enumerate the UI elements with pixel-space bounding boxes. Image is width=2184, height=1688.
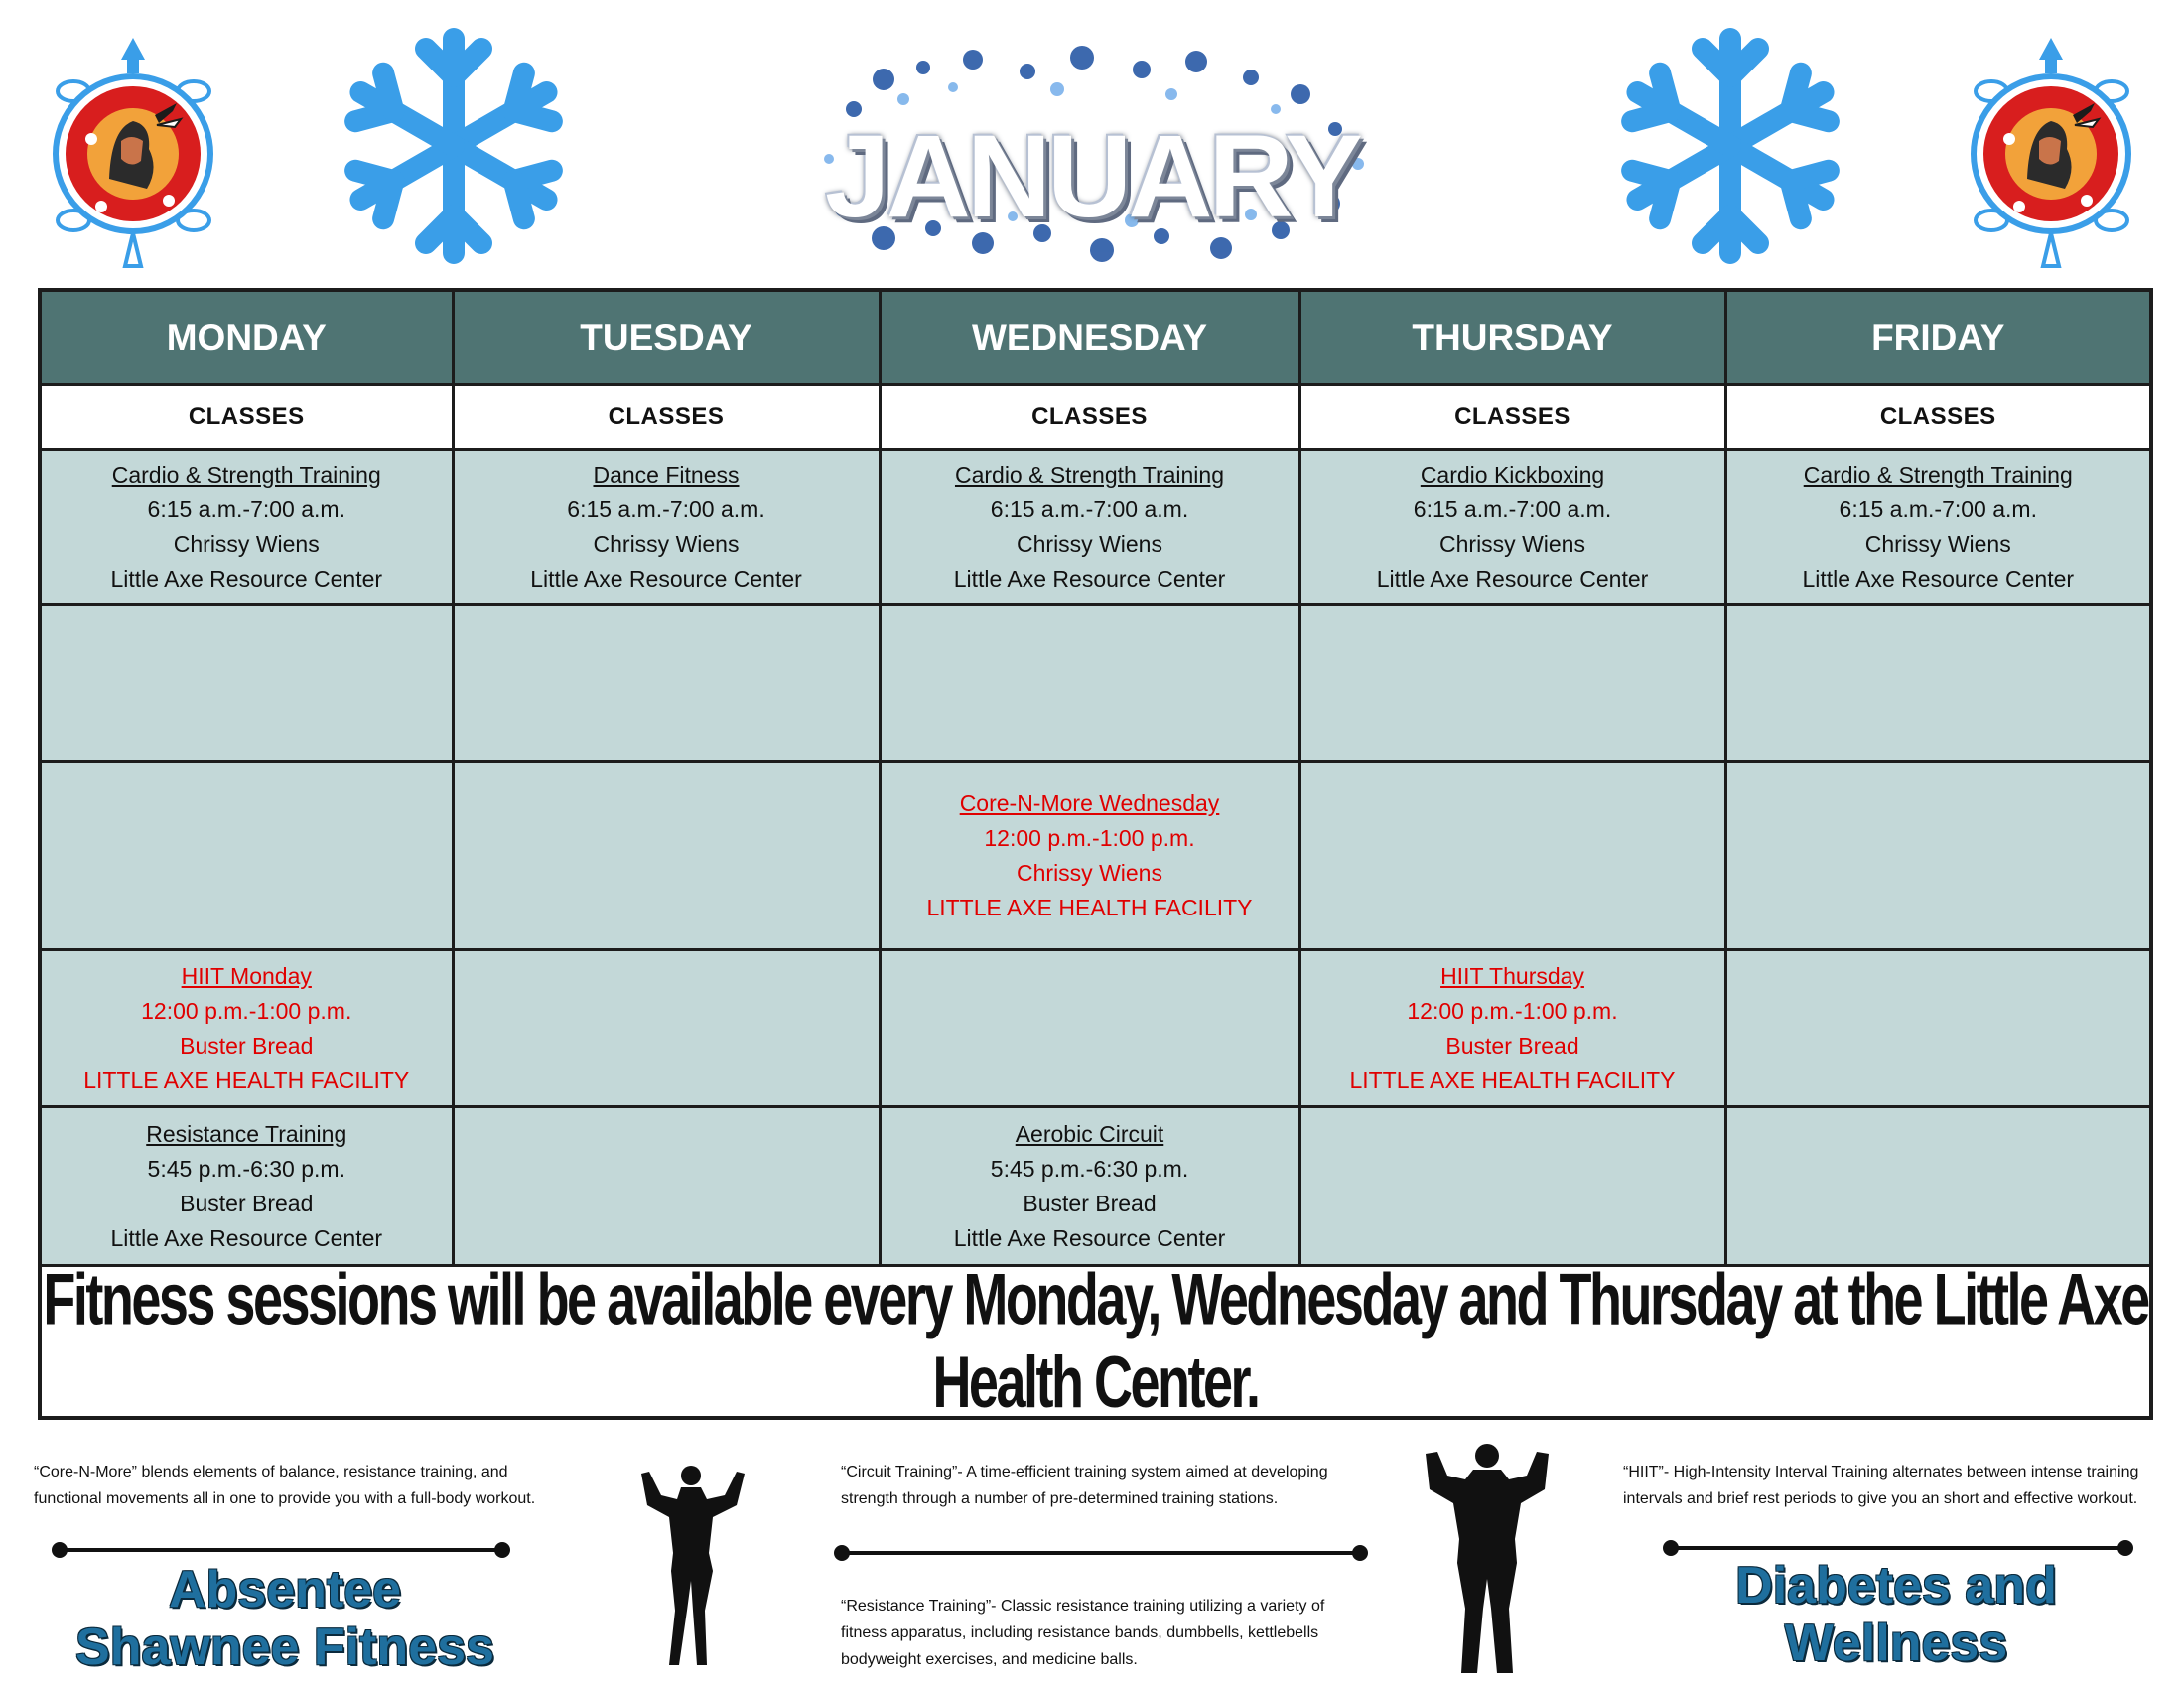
class-instructor: Buster Bread bbox=[1023, 1190, 1157, 1216]
empty-cell bbox=[1725, 605, 2151, 762]
brand-right-line1: Diabetes and bbox=[1735, 1557, 2057, 1615]
class-name: HIIT Monday bbox=[181, 962, 312, 989]
class-name: Core-N-More Wednesday bbox=[959, 789, 1220, 816]
class-location: LITTLE AXE HEALTH FACILITY bbox=[926, 894, 1253, 920]
weekly-class-schedule bbox=[38, 288, 2153, 1424]
class-time: 5:45 p.m.-6:30 p.m. bbox=[990, 1155, 1189, 1182]
brand-left-line2: Shawnee Fitness bbox=[75, 1618, 494, 1676]
month-title: JANUARY bbox=[824, 111, 1360, 242]
class-time: 6:15 a.m.-7:00 a.m. bbox=[1839, 495, 2037, 522]
tribal-seal-logo-right bbox=[1970, 30, 2133, 273]
class-cell-wednesday-core-n-more bbox=[880, 762, 1299, 950]
class-name: Cardio Kickboxing bbox=[1420, 461, 1605, 488]
divider-rule-left bbox=[58, 1548, 504, 1552]
class-time: 6:15 a.m.-7:00 a.m. bbox=[990, 495, 1189, 522]
class-location: LITTLE AXE HEALTH FACILITY bbox=[1349, 1066, 1676, 1093]
class-cell-thursday-hiit bbox=[1299, 950, 1725, 1107]
class-name: Dance Fitness bbox=[593, 461, 740, 488]
class-instructor: Chrissy Wiens bbox=[1439, 530, 1585, 557]
class-time: 12:00 p.m.-1:00 p.m. bbox=[984, 824, 1195, 851]
class-location: Little Axe Resource Center bbox=[1802, 565, 2075, 592]
class-location: LITTLE AXE HEALTH FACILITY bbox=[83, 1066, 410, 1093]
schedule-row-evening bbox=[40, 1107, 2151, 1266]
class-cell-wednesday-morning bbox=[880, 450, 1299, 605]
availability-banner-text: Fitness sessions will be available every Monday, Wednesday and Thursday at the Little Axe Health Center. bbox=[43, 1259, 2148, 1424]
class-instructor: Buster Bread bbox=[180, 1190, 314, 1216]
class-name: Aerobic Circuit bbox=[1015, 1120, 1164, 1147]
class-location: Little Axe Resource Center bbox=[110, 1224, 383, 1251]
class-name: HIIT Thursday bbox=[1440, 962, 1584, 989]
class-name: Resistance Training bbox=[146, 1120, 347, 1147]
empty-cell bbox=[1299, 762, 1725, 950]
class-instructor: Chrissy Wiens bbox=[173, 530, 320, 557]
day-header-thursday: THURSDAY bbox=[1299, 290, 1725, 385]
empty-cell bbox=[1725, 1107, 2151, 1266]
class-name: Cardio & Strength Training bbox=[954, 461, 1225, 488]
classes-label-friday: CLASSES bbox=[1725, 385, 2151, 450]
class-cell-friday-morning bbox=[1725, 450, 2151, 605]
tribal-seal-logo-left bbox=[52, 30, 215, 273]
class-time: 12:00 p.m.-1:00 p.m. bbox=[141, 997, 352, 1024]
class-instructor: Chrissy Wiens bbox=[1864, 530, 2011, 557]
class-cell-monday-morning bbox=[40, 450, 453, 605]
class-cell-thursday-morning bbox=[1299, 450, 1725, 605]
class-instructor: Chrissy Wiens bbox=[1017, 530, 1162, 557]
day-header-tuesday: TUESDAY bbox=[453, 290, 880, 385]
schedule-row-midday-1 bbox=[40, 762, 2151, 950]
empty-cell bbox=[1299, 605, 1725, 762]
class-location: Little Axe Resource Center bbox=[110, 565, 383, 592]
empty-cell bbox=[453, 605, 880, 762]
availability-banner bbox=[40, 1259, 2151, 1424]
day-header-wednesday: WEDNESDAY bbox=[880, 290, 1299, 385]
schedule-row-morning bbox=[40, 450, 2151, 605]
schedule-row-empty bbox=[40, 605, 2151, 762]
brand-diabetes-and-wellness bbox=[1668, 1557, 2124, 1672]
class-name: Cardio & Strength Training bbox=[111, 461, 381, 488]
class-cell-tuesday-morning bbox=[453, 450, 880, 605]
class-location: Little Axe Resource Center bbox=[953, 565, 1226, 592]
empty-cell bbox=[880, 605, 1299, 762]
class-cell-wednesday-evening bbox=[880, 1107, 1299, 1266]
snowflake-icon-left bbox=[330, 22, 578, 270]
classes-label-thursday: CLASSES bbox=[1299, 385, 1725, 450]
female-bodybuilder-silhouette-icon bbox=[633, 1462, 752, 1675]
brand-left-line1: Absentee bbox=[168, 1561, 402, 1618]
core-n-more-description: “Core-N-More” blends elements of balance, resistance training, and functional movements all in one to provide you with a full-body workout. bbox=[34, 1464, 536, 1507]
day-header-friday: FRIDAY bbox=[1725, 290, 2151, 385]
brand-right-line2: Wellness bbox=[1784, 1615, 2008, 1672]
empty-cell bbox=[40, 762, 453, 950]
class-cell-monday-hiit bbox=[40, 950, 453, 1107]
banner-row bbox=[40, 1266, 2151, 1419]
class-name: Cardio & Strength Training bbox=[1803, 461, 2073, 488]
empty-cell bbox=[453, 762, 880, 950]
class-cell-monday-evening bbox=[40, 1107, 453, 1266]
class-location: Little Axe Resource Center bbox=[953, 1224, 1226, 1251]
class-instructor: Buster Bread bbox=[180, 1032, 314, 1058]
divider-rule-center bbox=[840, 1551, 1362, 1555]
empty-cell bbox=[40, 605, 453, 762]
day-header-monday: MONDAY bbox=[40, 290, 453, 385]
class-instructor: Chrissy Wiens bbox=[1017, 859, 1162, 886]
schedule-row-midday-2 bbox=[40, 950, 2151, 1107]
classes-label-monday: CLASSES bbox=[40, 385, 453, 450]
empty-cell bbox=[880, 950, 1299, 1107]
male-bodybuilder-silhouette-icon bbox=[1418, 1440, 1557, 1678]
classes-label-tuesday: CLASSES bbox=[453, 385, 880, 450]
divider-rule-right bbox=[1669, 1546, 2127, 1550]
day-header-row bbox=[40, 290, 2151, 385]
class-time: 5:45 p.m.-6:30 p.m. bbox=[147, 1155, 345, 1182]
classes-label-wednesday: CLASSES bbox=[880, 385, 1299, 450]
class-time: 6:15 a.m.-7:00 a.m. bbox=[1413, 495, 1612, 522]
class-time: 6:15 a.m.-7:00 a.m. bbox=[147, 495, 345, 522]
empty-cell bbox=[453, 1107, 880, 1266]
circuit-training-description: “Circuit Training”- A time-efficient training system aimed at developing strength through a number of pre-determined training stations. bbox=[841, 1464, 1328, 1507]
class-instructor: Buster Bread bbox=[1445, 1032, 1579, 1058]
class-time: 12:00 p.m.-1:00 p.m. bbox=[1407, 997, 1618, 1024]
empty-cell bbox=[1725, 762, 2151, 950]
class-time: 6:15 a.m.-7:00 a.m. bbox=[567, 495, 765, 522]
class-location: Little Axe Resource Center bbox=[1376, 565, 1649, 592]
classes-subheader-row bbox=[40, 385, 2151, 450]
brand-absentee-shawnee-fitness bbox=[52, 1561, 518, 1676]
empty-cell bbox=[1725, 950, 2151, 1107]
empty-cell bbox=[1299, 1107, 1725, 1266]
class-location: Little Axe Resource Center bbox=[530, 565, 802, 592]
empty-cell bbox=[453, 950, 880, 1107]
snowflake-icon-right bbox=[1606, 22, 1854, 270]
class-instructor: Chrissy Wiens bbox=[593, 530, 740, 557]
hiit-description: “HIIT”- High-Intensity Interval Training alternates between intense training intervals and brief rest periods to give you an short and effective workout. bbox=[1623, 1464, 2139, 1507]
january-title-art bbox=[814, 40, 1370, 273]
resistance-training-description: “Resistance Training”- Classic resistance training utilizing a variety of fitness apparatus, including resistance bands, dumbbells, kettlebells bodyweight exercises, and medicine balls. bbox=[841, 1598, 1325, 1668]
